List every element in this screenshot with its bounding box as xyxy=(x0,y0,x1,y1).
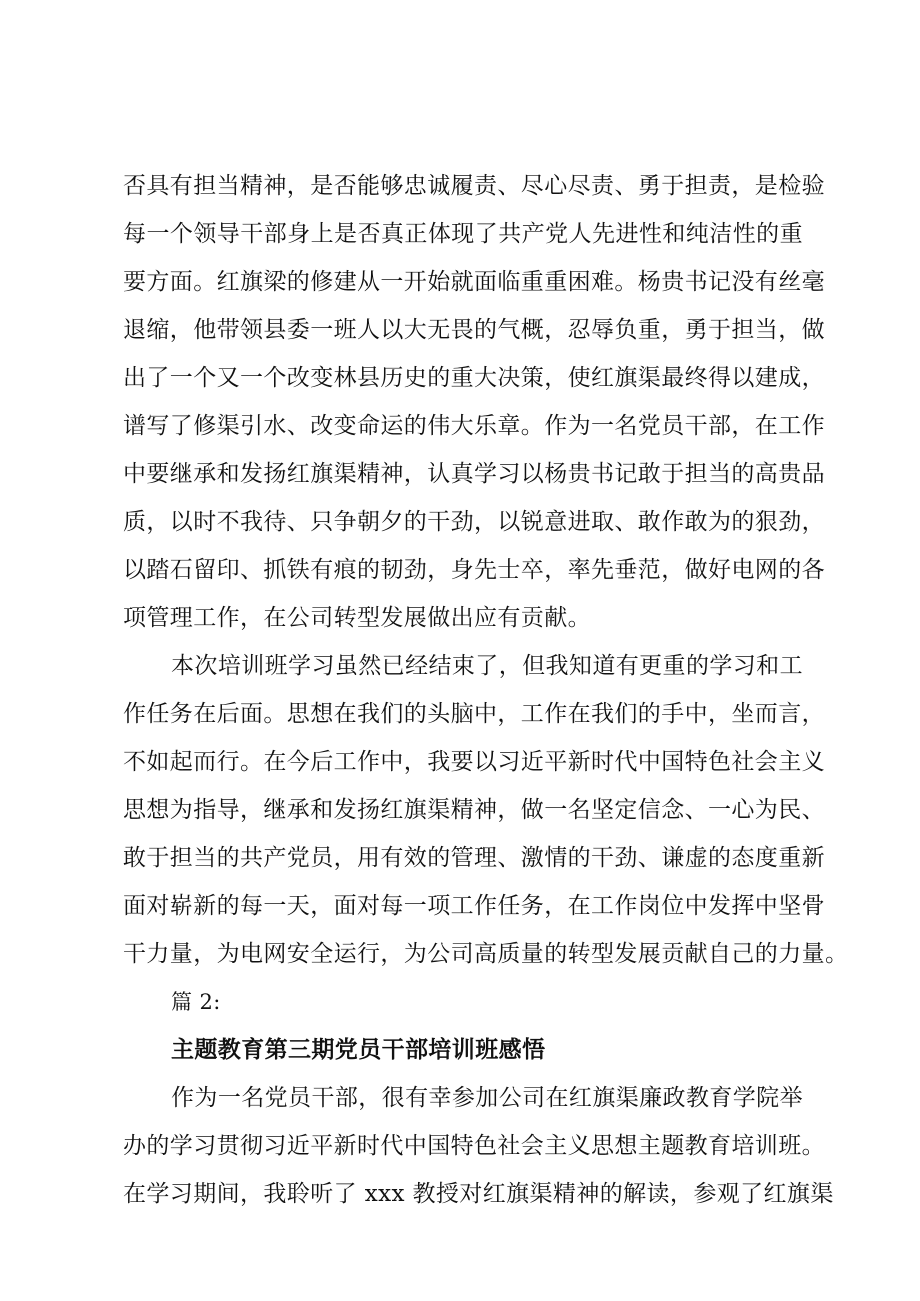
body-text-line: 出了一个又一个改变林县历史的重大决策，使红旗渠最终得以建成， xyxy=(123,365,825,391)
body-text-line: 退缩，他带领县委一班人以大无畏的气概，忍辱负重，勇于担当，做 xyxy=(123,317,825,343)
body-text-line: 办的学习贯彻习近平新时代中国特色社会主义思想主题教育培训班。 xyxy=(123,1133,825,1159)
body-text-line: 敢于担当的共产党员，用有效的管理、激情的干劲、谦虚的态度重新 xyxy=(123,845,825,871)
body-text-line: 否具有担当精神，是否能够忠诚履责、尽心尽责、勇于担责，是检验 xyxy=(123,173,825,199)
body-text-line: 作任务在后面。思想在我们的头脑中，工作在我们的手中，坐而言， xyxy=(123,701,825,727)
body-text-line: 项管理工作，在公司转型发展做出应有贡献。 xyxy=(123,605,591,631)
body-text-line: 要方面。红旗梁的修建从一开始就面临重重困难。杨贵书记没有丝毫 xyxy=(123,269,825,295)
body-text-line: 面对崭新的每一天，面对每一项工作任务，在工作岗位中发挥中坚骨 xyxy=(123,893,825,919)
section-title: 主题教育第三期党员干部培训班感悟 xyxy=(171,1036,546,1063)
body-text-line: 中要继承和发扬红旗渠精神，认真学习以杨贵书记敢于担当的高贵品 xyxy=(123,461,825,487)
body-text-line: 质，以时不我待、只争朝夕的干劲，以锐意进取、敢作敢为的狠劲， xyxy=(123,509,825,535)
body-text-line: 每一个领导干部身上是否真正体现了共产党人先进性和纯洁性的重 xyxy=(123,221,803,247)
section-label: 篇 2: xyxy=(171,990,221,1014)
body-text-line: 作为一名党员干部，很有幸参加公司在红旗渠廉政教育学院举 xyxy=(171,1085,803,1111)
body-text-line: 以踏石留印、抓铁有痕的韧劲，身先士卒，率先垂范，做好电网的各 xyxy=(123,557,825,583)
body-text-line: 思想为指导，继承和发扬红旗渠精神，做一名坚定信念、一心为民、 xyxy=(123,797,825,823)
body-text-line: 本次培训班学习虽然已经结束了，但我知道有更重的学习和工 xyxy=(171,653,803,679)
document-page xyxy=(123,162,849,1218)
body-text-line: 干力量，为电网安全运行，为公司高质量的转型发展贡献自己的力量。 xyxy=(123,941,849,967)
body-text-line: 谱写了修渠引水、改变命运的伟大乐章。作为一名党员干部，在工作 xyxy=(123,413,825,439)
body-text-line: 在学习期间，我聆听了 xxx 教授对红旗渠精神的解读，参观了红旗渠 xyxy=(123,1181,834,1207)
body-text-line: 不如起而行。在今后工作中，我要以习近平新时代中国特色社会主义 xyxy=(123,749,825,775)
